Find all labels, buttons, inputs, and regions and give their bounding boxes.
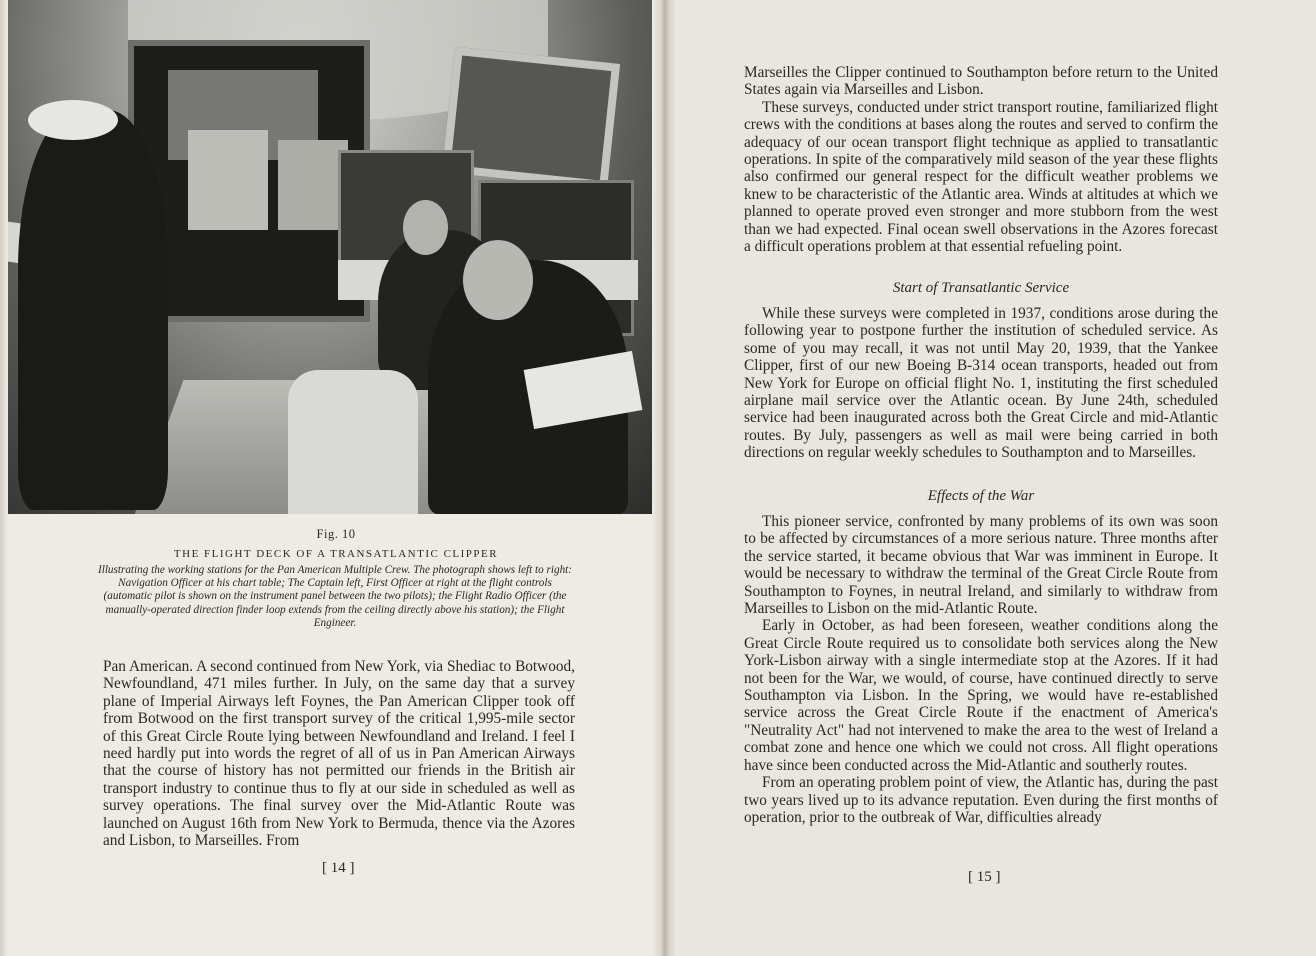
left-body-text: Pan American. A second continued from New York, via Shediac to Botwood, Newfoundland, 471 miles further. In July, on the same day that a survey plane of Imperial Airways left Foynes, the Pan American Clipper took off from Botwood on the first transport survey of the critical 1,995-mile sector of this Great Circle Route lying between Newfoundland and Ireland. I feel I need hardly put into words the regret of all of us in Pan American Airways that the course of history has not permitted our friends in the British air transport industry to continue thus to fly at our side in scheduled as well as survey operations. The final survey over the Mid-Atlantic Route was launched on August 16th from New York to Bermuda, thence via the Azores and Lisbon, to Marseilles. From — [103, 658, 575, 850]
figure-title: THE FLIGHT DECK OF A TRANSATLANTIC CLIPPER — [173, 548, 499, 560]
right-text-block-3 — [744, 513, 1218, 826]
flight-deck-photograph — [8, 0, 661, 514]
photo-radio-officer-head — [403, 200, 448, 255]
paragraph-early-october: Early in October, as had been foreseen, weather conditions along the Great Circle Route required us to consolidate both services along the New York-Lisbon airway with a single intermediate stop at the Azores. If it had not been for the War, we would, of course, have continued directly to serve Southampton via Lisbon. In the Spring, we would have re-established service across the Great Circle Route if the enactment of America's "Neutrality Act" had not intervened to make the area to the west of Ireland a combat zone and hence one which we could not cross. All flight operations have since been conducted across the Mid-Atlantic and southerly routes. — [744, 617, 1218, 774]
paragraph-start-of-service: While these surveys were completed in 1937, conditions arose during the following year to postpone further the institution of scheduled service. As some of you may recall, it was not until May 20, 1939, that the Yankee Clipper, first of our new Boeing B-314 ocean transports, headed out from New York for Europe on official flight No. 1, instituting the first scheduled airplane mail service over the Atlantic ocean. By June 24th, scheduled service had been inaugurated across both the Great Circle and mid-Atlantic routes. By July, passengers as well as mail were being carried in both directions on regular weekly schedules to Southampton and to Marseilles. — [744, 305, 1218, 462]
right-text-block-2 — [744, 305, 1218, 462]
photo-officer-cap — [28, 100, 118, 140]
page-number-right: [ 15 ] — [968, 869, 1001, 885]
paragraph-operating-problem: From an operating problem point of view, the Atlantic has, during the past two years lived up to its advance reputation. Even during the first months of operation, prior to the outbreak of War, difficulties already — [744, 774, 1218, 826]
paragraph-pioneer-service: This pioneer service, confronted by many problems of its own was soon to be affected by circumstances of a more serious nature. Three months after the service started, it became obvious that War was imminent in Europe. It would be necessary to withdraw the terminal of the Great Circle Route from Southampton to Foynes, in neutral Ireland, and similarly to withdraw from Marseilles to Lisbon on the mid-Atlantic Route. — [744, 513, 1218, 618]
photo-flight-engineer-head — [463, 240, 533, 320]
photo-navigation-officer — [18, 110, 168, 510]
section-heading-effects-of-war: Effects of the War — [927, 488, 1035, 504]
paragraph-continuation: Marseilles the Clipper continued to Southampton before return to the United States again via Marseilles and Lisbon. — [744, 64, 1218, 99]
page-number-left: [ 14 ] — [322, 860, 355, 876]
figure-label: Fig. 10 — [316, 527, 356, 541]
photo-chair — [288, 370, 418, 514]
paragraph-surveys: These surveys, conducted under strict transport routine, familiarized flight crews with the conditions at bases along the routes and served to confirm the adequacy of our ocean transport flight technique as applied to transatlantic operations. In spite of the comparatively mild season of the year these flights also confirmed our general respect for the difficult weather problems we knew to be characteristic of the Atlantic area. Winds at altitudes at which we planned to operate proved even stronger and more stubborn from the west than we had expected. Final ocean swell observations in the Azores forecast a difficult operations problem at that essential refueling point. — [744, 98, 1218, 256]
photo-pilot-seat-left — [188, 130, 268, 230]
section-heading-start-of-service: Start of Transatlantic Service — [892, 280, 1070, 296]
page-edge-shadow — [0, 0, 8, 956]
figure-caption: Illustrating the working stations for the Pan American Multiple Crew. The photograph shows left to right: Navigation Officer at his chart table; The Captain left, First Officer at right at the flight controls (automatic pilot is shown on the instrument panel between the two pilots); the Flight Radio Officer (the manually-operated direction finder loop extends from the ceiling directly above his station); the Flight Engineer. — [97, 564, 572, 629]
right-text-block-1 — [744, 64, 1218, 255]
